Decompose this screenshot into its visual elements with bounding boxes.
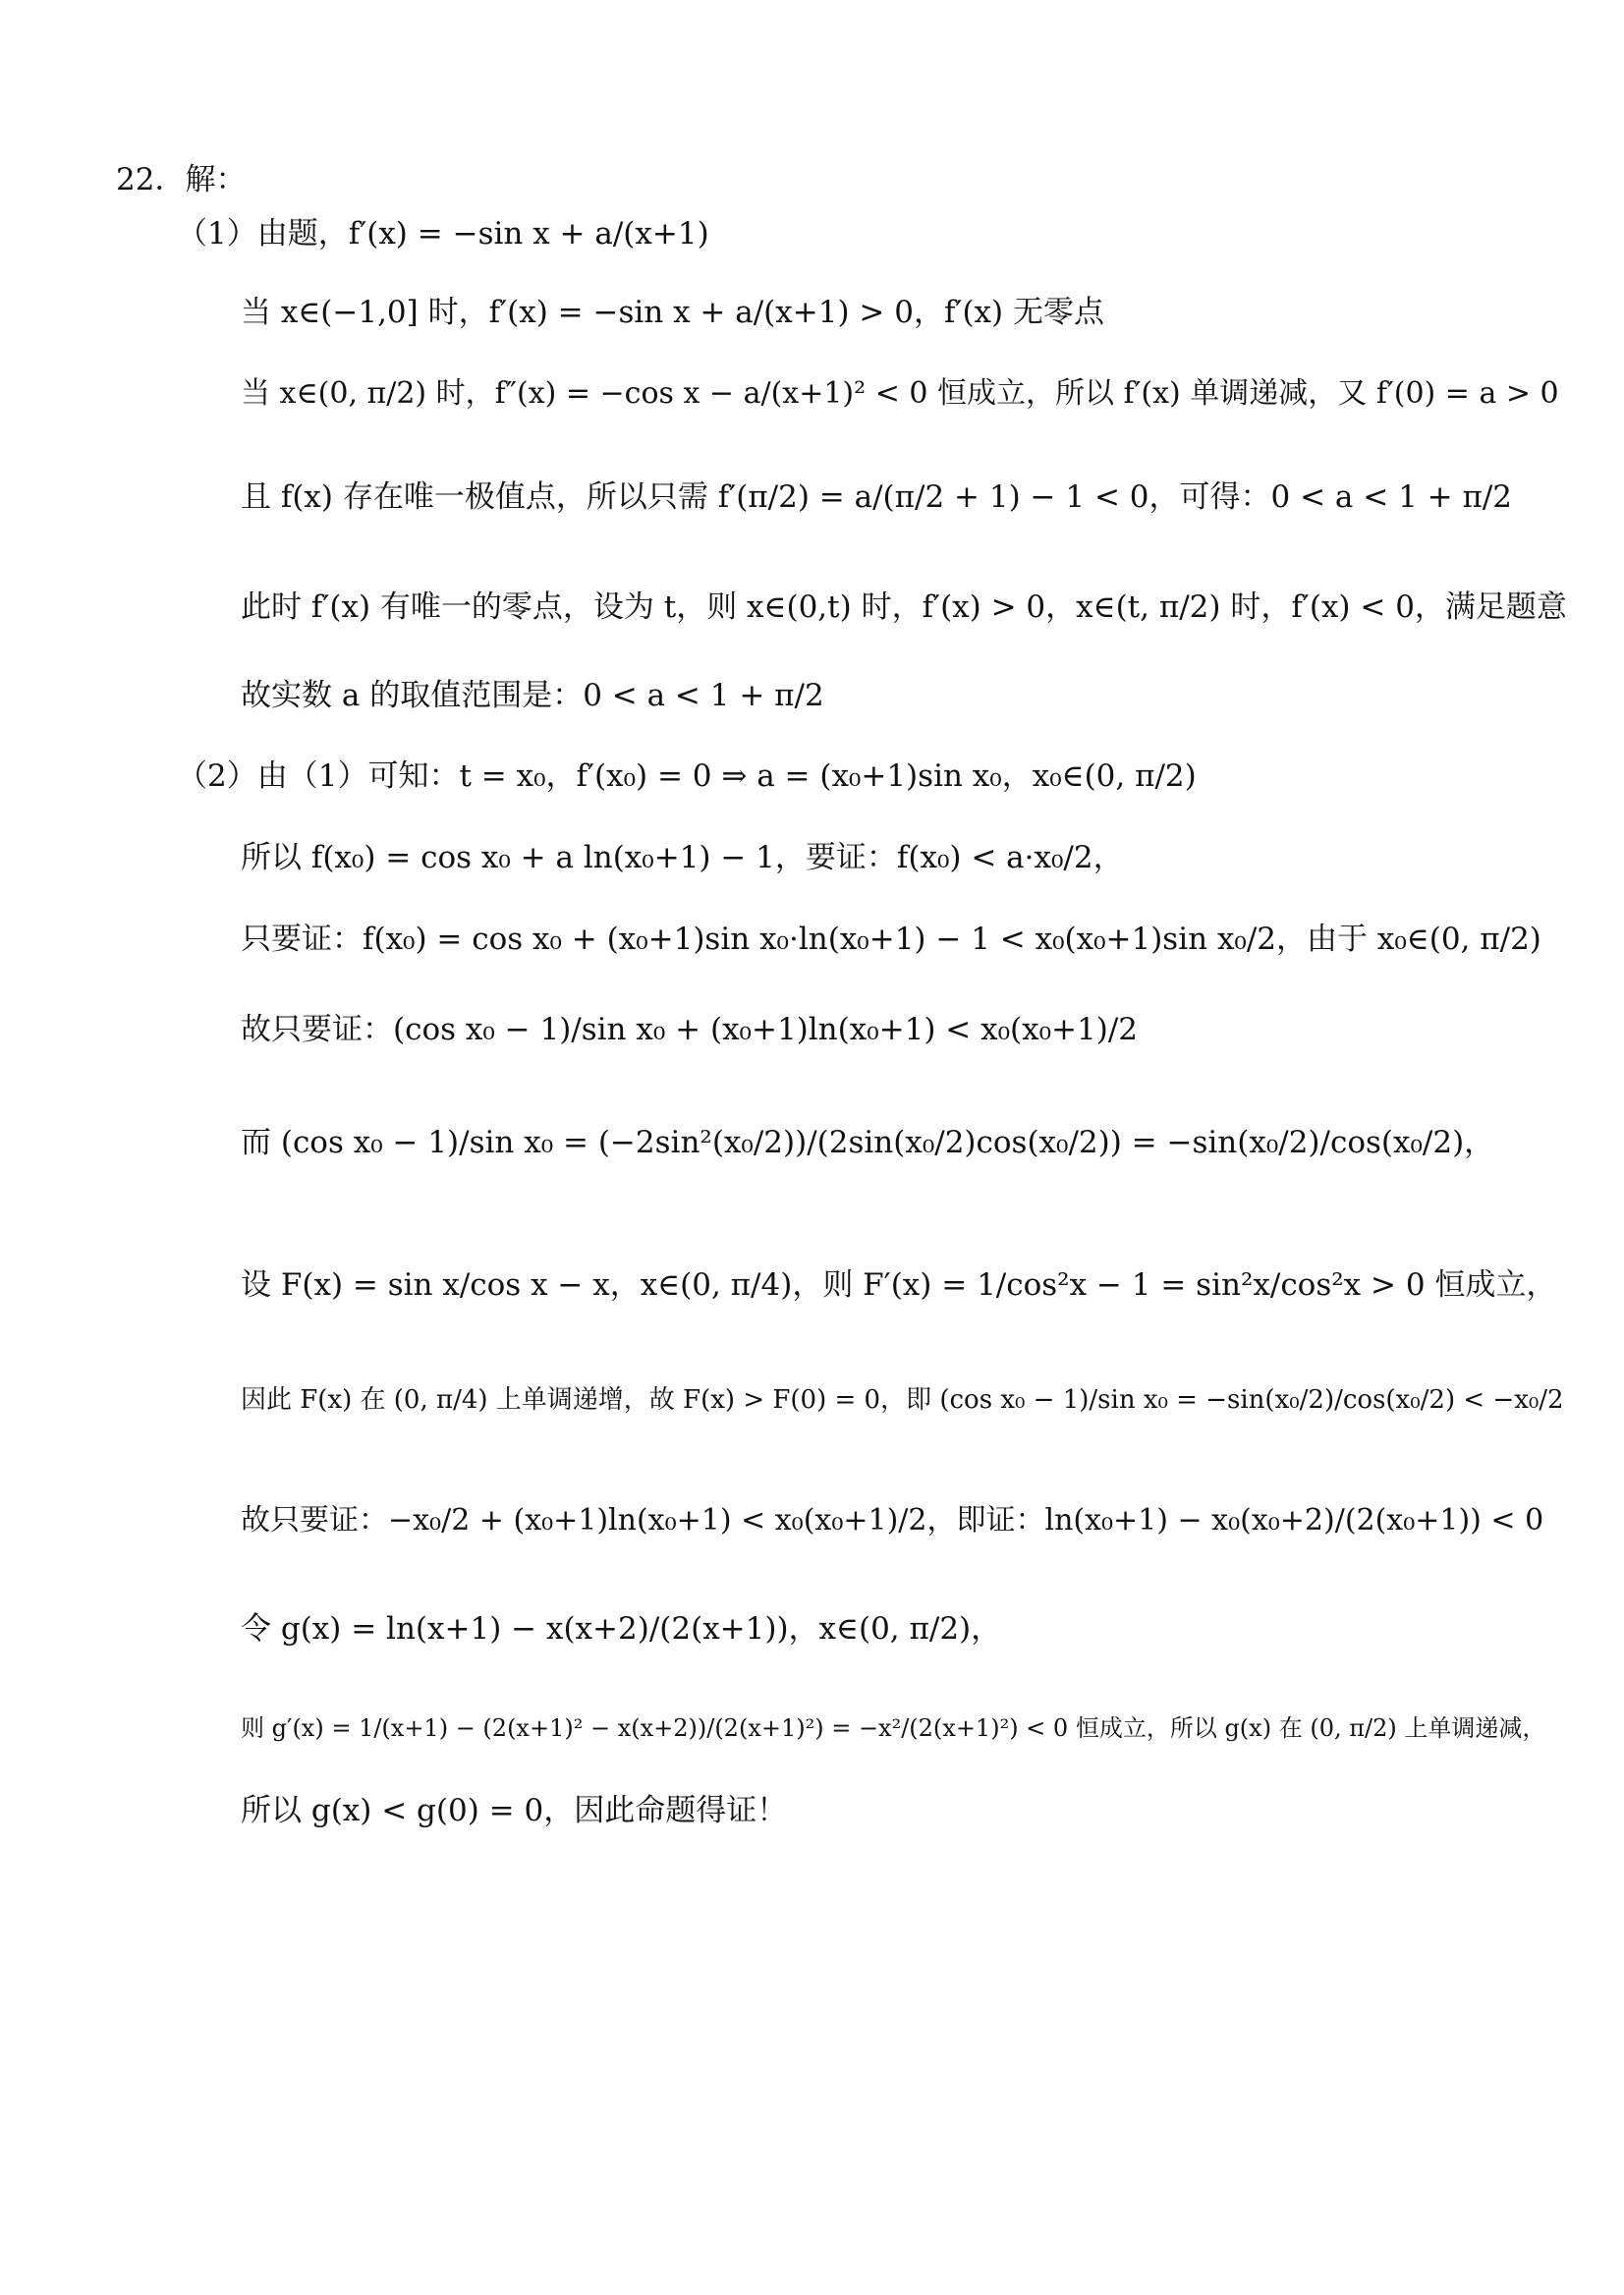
solution-line: 此时 f′(x) 有唯一的零点，设为 t，则 x∈(0,t) 时，f′(x) > 0，x∈(t, π/2) 时，f′(x) < 0，满足题意 <box>241 589 1567 625</box>
solution-line: 故只要证：(cos x₀ − 1)/sin x₀ + (x₀+1)ln(x₀+1) < x₀(x₀+1)/2 <box>241 1012 1139 1047</box>
solution-line: 当 x∈(0, π/2) 时，f″(x) = −cos x − a/(x+1)² < 0 恒成立，所以 f′(x) 单调递减，又 f′(0) = a > 0 <box>241 376 1559 411</box>
solution-line: 故只要证：−x₀/2 + (x₀+1)ln(x₀+1) < x₀(x₀+1)/2，即证：ln(x₀+1) − x₀(x₀+2)/(2(x₀+1)) < 0 <box>241 1503 1544 1538</box>
solution-line: 而 (cos x₀ − 1)/sin x₀ = (−2sin²(x₀/2))/(2sin(x₀/2)cos(x₀/2)) = −sin(x₀/2)/cos(x₀/2)， <box>241 1125 1495 1160</box>
part1-conclusion: 故实数 a 的取值范围是：0 < a < 1 + π/2 <box>241 678 824 713</box>
proof-conclusion: 所以 g(x) < g(0) = 0，因此命题得证！ <box>241 1793 788 1828</box>
solution-line: 则 g′(x) = 1/(x+1) − (2(x+1)² − x(x+2))/(2(x+1)²) = −x²/(2(x+1)²) < 0 恒成立，所以 g(x) 在 (0, π/2) 上单调递减， <box>241 1714 1546 1742</box>
solution-line: 设 F(x) = sin x/cos x − x，x∈(0, π/4)，则 F′(x) = 1/cos²x − 1 = sin²x/cos²x > 0 恒成立， <box>241 1267 1557 1303</box>
solution-line: 令 g(x) = ln(x+1) − x(x+2)/(2(x+1))，x∈(0, π/2)， <box>241 1611 1002 1647</box>
part1-statement: （1）由题，f′(x) = −sin x + a/(x+1) <box>177 216 709 252</box>
solution-header: 22．解： <box>116 162 247 197</box>
solution-line: 因此 F(x) 在 (0, π/4) 上单调递增，故 F(x) > F(0) = 0，即 (cos x₀ − 1)/sin x₀ = −sin(x₀/2)/cos(x₀/2) < −x₀/2 <box>241 1385 1564 1415</box>
solution-line: 所以 f(x₀) = cos x₀ + a ln(x₀+1) − 1，要证：f(x₀) < a·x₀/2， <box>241 840 1124 875</box>
part2-statement: （2）由（1）可知：t = x₀，f′(x₀) = 0 ⇒ a = (x₀+1)sin x₀，x₀∈(0, π/2) <box>177 758 1197 794</box>
solution-line: 且 f(x) 存在唯一极值点，所以只需 f′(π/2) = a/(π/2 + 1) − 1 < 0，可得：0 < a < 1 + π/2 <box>241 479 1513 515</box>
solution-line: 当 x∈(−1,0] 时，f′(x) = −sin x + a/(x+1) > 0，f′(x) 无零点 <box>241 295 1104 330</box>
solution-line: 只要证：f(x₀) = cos x₀ + (x₀+1)sin x₀·ln(x₀+1) − 1 < x₀(x₀+1)sin x₀/2，由于 x₀∈(0, π/2) <box>241 922 1541 957</box>
